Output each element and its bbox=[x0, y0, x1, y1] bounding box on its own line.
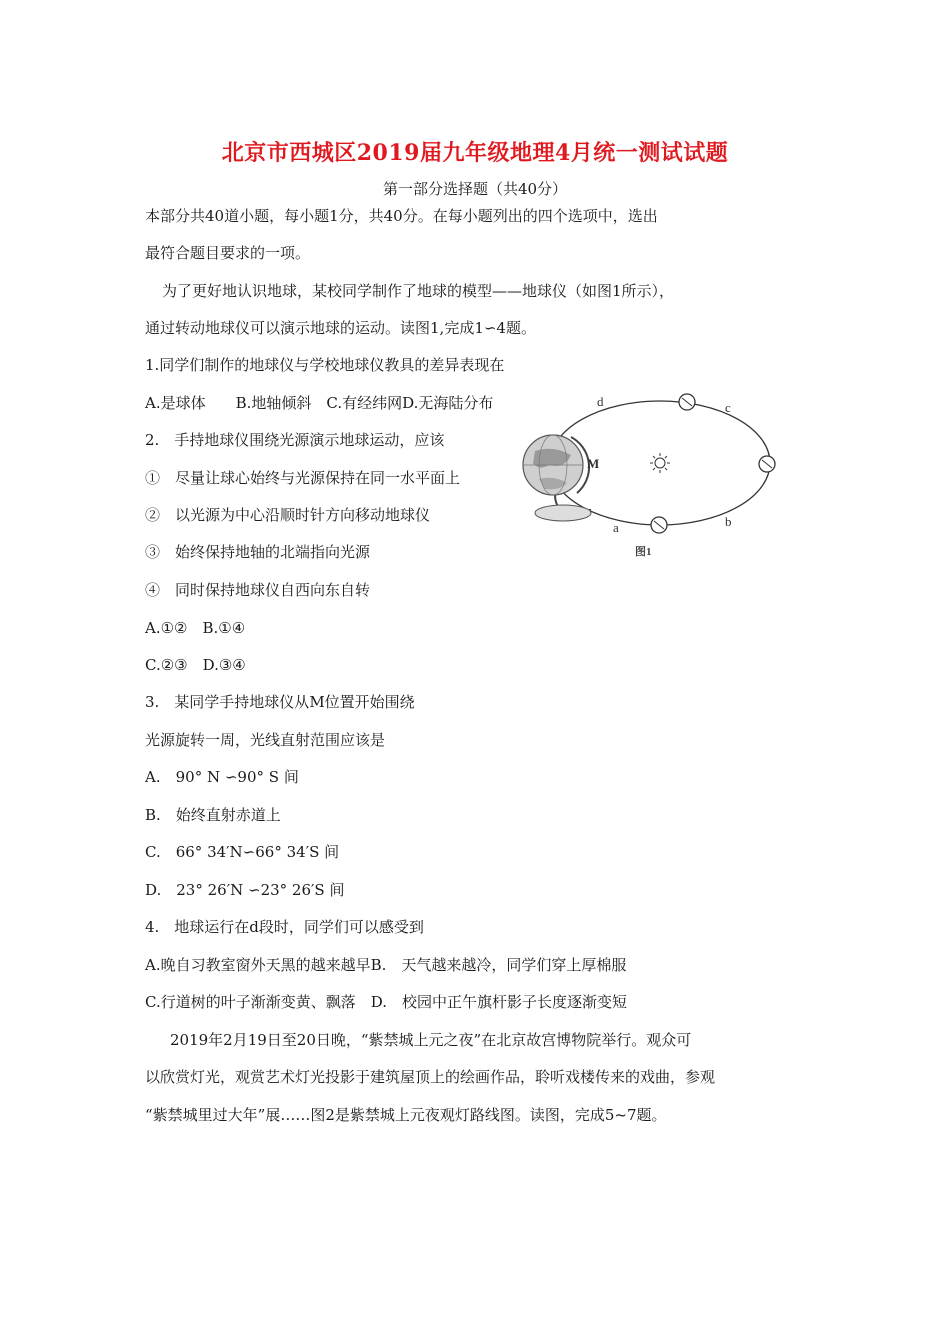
figure-caption: 图1 bbox=[635, 546, 652, 558]
passage-line-1: 2019年2月19日至20日晚，“紫禁城上元之夜”在北京故宫博物院举行。观众可 bbox=[170, 1031, 692, 1049]
q1-options: A.是球体 B.地轴倾斜 C.有经纬网D.无海陆分布 bbox=[145, 394, 494, 412]
passage-line-2: 以欣赏灯光，观赏艺术灯光投影于建筑屋顶上的绘画作品，聆听戏楼传来的戏曲，参观 bbox=[145, 1068, 716, 1086]
sun-icon bbox=[650, 453, 670, 473]
page-title: 北京市西城区2019届九年级地理4月统一测试试题 bbox=[221, 140, 729, 166]
passage-line-3: “紫禁城里过大年”展……图2是紫禁城上元夜观灯路线图。读图，完成5~7题。 bbox=[145, 1106, 667, 1124]
q3-option-a: A. 90° N ∽90° S 间 bbox=[145, 768, 299, 786]
intro-line-2: 通过转动地球仪可以演示地球的运动。读图1,完成1∽4题。 bbox=[145, 319, 536, 337]
q2-stem: 2. 手持地球仪围绕光源演示地球运动，应该 bbox=[145, 431, 445, 449]
q3-option-c: C. 66° 34′N∽66° 34′S 间 bbox=[145, 843, 340, 861]
q2-item-2: ② 以光源为中心沿顺时针方向移动地球仪 bbox=[145, 506, 431, 524]
q4-options-row-1: A.晚自习教室窗外天黑的越来越早B. 天气越来越冷，同学们穿上厚棉服 bbox=[145, 956, 627, 974]
label-a: a bbox=[613, 520, 619, 535]
q2-item-3: ③ 始终保持地轴的北端指向光源 bbox=[145, 543, 371, 561]
earth-position-bottom bbox=[651, 517, 667, 533]
q4-stem: 4. 地球运行在d段时，同学们可以感受到 bbox=[145, 918, 424, 936]
earth-position-right bbox=[759, 456, 775, 472]
q2-item-4: ④ 同时保持地球仪自西向东自转 bbox=[145, 581, 371, 599]
q4-options-row-2: C.行道树的叶子渐渐变黄、飘落 D. 校园中正午旗杆影子长度逐渐变短 bbox=[145, 993, 627, 1011]
q3-option-d: D. 23° 26′N ∽23° 26′S 间 bbox=[145, 881, 345, 899]
q2-options-row-2: C.②③ D.③④ bbox=[145, 656, 246, 674]
q1-stem: 1.同学们制作的地球仪与学校地球仪教具的差异表现在 bbox=[145, 356, 505, 374]
instructions-line-2: 最符合题目要求的一项。 bbox=[145, 244, 311, 262]
earth-position-top bbox=[679, 394, 695, 410]
intro-line-1: 为了更好地认识地球，某校同学制作了地球的模型——地球仪（如图1所示）， bbox=[162, 282, 675, 300]
q3-stem-line-2: 光源旋转一周，光线直射范围应该是 bbox=[145, 731, 386, 749]
label-b: b bbox=[725, 514, 732, 529]
label-c: c bbox=[725, 400, 731, 415]
label-d: d bbox=[597, 394, 604, 409]
orbit-svg bbox=[515, 385, 790, 565]
globe-icon bbox=[523, 435, 591, 521]
section-header: 第一部分选择题（共40分） bbox=[382, 180, 568, 198]
q2-item-1: ① 尽量让球心始终与光源保持在同一水平面上 bbox=[145, 469, 461, 487]
q3-option-b: B. 始终直射赤道上 bbox=[145, 806, 281, 824]
label-m: M bbox=[587, 456, 600, 471]
q2-options-row-1: A.①② B.①④ bbox=[145, 619, 246, 637]
figure-1-orbit-diagram bbox=[515, 385, 790, 565]
q3-stem-line-1: 3. 某同学手持地球仪从M位置开始围绕 bbox=[145, 693, 415, 711]
instructions-line-1: 本部分共40道小题，每小题1分，共40分。在每小题列出的四个选项中，选出 bbox=[145, 207, 658, 225]
